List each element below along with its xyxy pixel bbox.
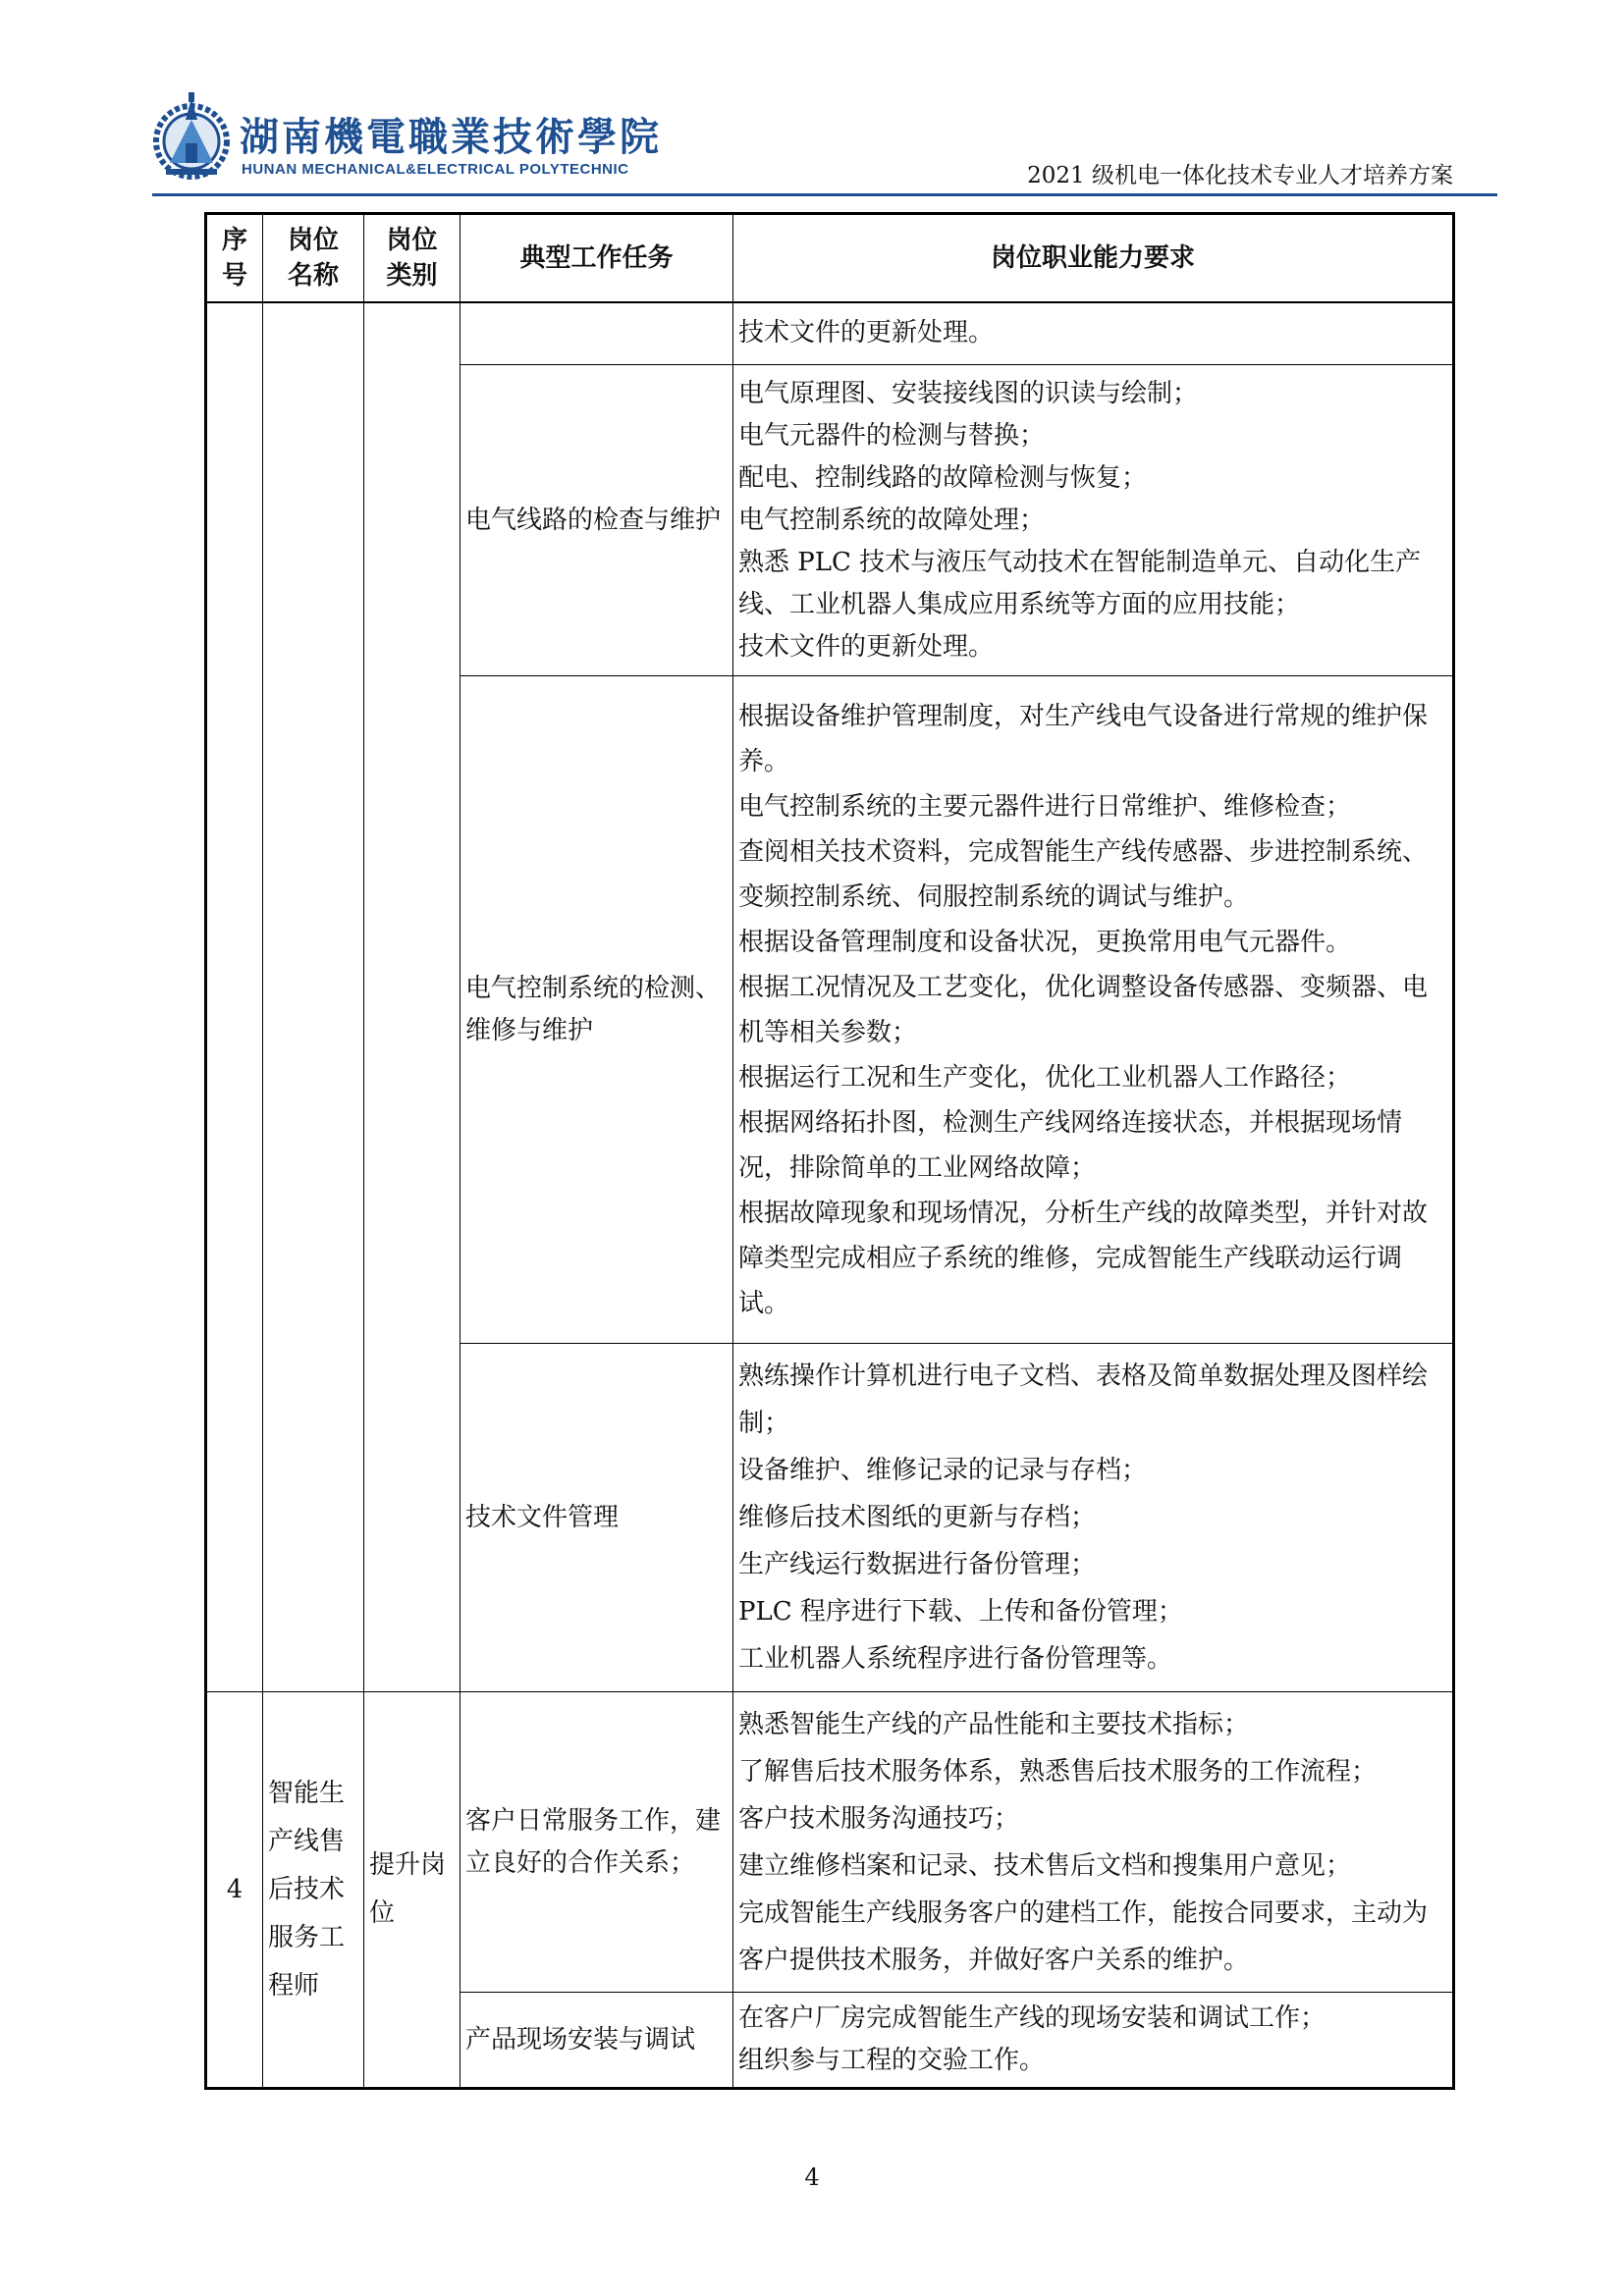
school-emblem-icon <box>152 90 231 187</box>
requirement-line: 设备维护、维修记录的记录与存档； <box>738 1456 1148 1485</box>
header-post-name: 岗位名称 <box>263 214 364 302</box>
cell-task <box>460 302 733 365</box>
requirement-line: 技术文件的更新处理。 <box>738 631 995 662</box>
requirement-line: 根据运行工况和生产变化，优化工业机器人工作路径； <box>738 1062 1352 1093</box>
requirement-line: 电气控制系统的主要元器件进行日常维护、维修检查； <box>738 791 1352 822</box>
document-title: 2021 级机电一体化技术专业人才培养方案 <box>1027 163 1453 188</box>
cell-post-category <box>364 302 460 1692</box>
cell-task: 电气控制系统的检测、维修与维护 <box>460 676 733 1344</box>
table-header-row <box>206 214 1454 302</box>
requirement-line: 电气元器件的检测与替换； <box>738 420 1046 451</box>
requirement-line: 根据设备维护管理制度，对生产线电气设备进行常规的维护保养。 <box>738 701 1429 776</box>
requirement-line: 了解售后技术服务体系，熟悉售后技术服务的工作流程； <box>738 1756 1378 1787</box>
cell-requirements <box>733 365 1454 676</box>
school-name-cn: 湖南機電職業技術學院 <box>240 114 662 160</box>
cell-post-category: 提升岗位 <box>364 1692 460 2089</box>
requirement-line: 电气控制系统的故障处理； <box>738 505 1046 535</box>
requirement-line: 工业机器人系统程序进行备份管理等。 <box>738 1644 1173 1674</box>
requirement-line: 技术文件的更新处理。 <box>738 318 995 348</box>
requirement-line: 熟悉 PLC 技术与液压气动技术在智能制造单元、自动化生产线、工业机器人集成应用系统等方面的应用技能； <box>738 547 1422 619</box>
cell-task: 技术文件管理 <box>460 1344 733 1692</box>
cell-requirements <box>733 1993 1454 2089</box>
cell-seq <box>206 302 263 1692</box>
table-row <box>206 302 1454 365</box>
requirement-line: 配电、控制线路的故障检测与恢复； <box>738 462 1148 493</box>
requirement-line: 在客户厂房完成智能生产线的现场安装和调试工作； <box>738 2003 1326 2033</box>
requirement-line: 根据网络拓扑图，检测生产线网络连接状态，并根据现场情况，排除简单的工业网络故障； <box>738 1107 1403 1183</box>
cell-task: 电气线路的检查与维护 <box>460 365 733 676</box>
requirement-line: 组织参与工程的交验工作。 <box>738 2046 1046 2075</box>
requirement-line: 生产线运行数据进行备份管理； <box>738 1550 1097 1579</box>
requirement-line: 熟悉智能生产线的产品性能和主要技术指标； <box>738 1709 1250 1739</box>
cell-requirements <box>733 676 1454 1344</box>
requirement-line: 完成智能生产线服务客户的建档工作，能按合同要求，主动为客户提供技术服务，并做好客户关系的维护。 <box>738 1897 1429 1975</box>
header-seq: 序号 <box>206 214 263 302</box>
cell-seq: 4 <box>206 1692 263 2089</box>
requirement-line: 熟练操作计算机进行电子文档、表格及简单数据处理及图样绘制； <box>738 1362 1429 1438</box>
cell-post-name: 智能生产线售后技术服务工程师 <box>263 1692 364 2089</box>
requirement-line: 客户技术服务沟通技巧； <box>738 1803 1020 1834</box>
cell-requirements <box>733 302 1454 365</box>
requirement-line: 电气原理图、安装接线图的识读与绘制； <box>738 378 1199 408</box>
page-number: 4 <box>804 2163 820 2191</box>
cell-post-name <box>263 302 364 1692</box>
cell-requirements <box>733 1692 1454 1993</box>
cell-task: 客户日常服务工作，建立良好的合作关系； <box>460 1692 733 1993</box>
header-requirements: 岗位职业能力要求 <box>733 214 1454 302</box>
requirement-line: 根据设备管理制度和设备状况，更换常用电气元器件。 <box>738 927 1352 957</box>
requirement-line: PLC 程序进行下载、上传和备份管理； <box>738 1597 1183 1627</box>
requirement-line: 维修后技术图纸的更新与存档； <box>738 1503 1097 1532</box>
header-tasks: 典型工作任务 <box>460 214 733 302</box>
requirement-line: 根据工况情况及工艺变化，优化调整设备传感器、变频器、电机等相关参数； <box>738 972 1429 1047</box>
cell-task: 产品现场安装与调试 <box>460 1993 733 2089</box>
requirement-line: 建立维修档案和记录、技术售后文档和搜集用户意见； <box>738 1850 1352 1881</box>
page-header <box>0 0 1624 206</box>
cell-requirements <box>733 1344 1454 1692</box>
table-row <box>206 1692 1454 1993</box>
requirement-line: 查阅相关技术资料，完成智能生产线传感器、步进控制系统、变频控制系统、伺服控制系统的调试与维护。 <box>738 836 1429 912</box>
header-rule <box>152 193 1497 196</box>
school-name-en: HUNAN MECHANICAL&ELECTRICAL POLYTECHNIC <box>242 161 629 178</box>
requirement-line: 根据故障现象和现场情况，分析生产线的故障类型，并针对故障类型完成相应子系统的维修，完成智能生产线联动运行调试。 <box>738 1198 1429 1318</box>
header-post-category: 岗位类别 <box>364 214 460 302</box>
job-requirements-table <box>204 212 1455 2090</box>
